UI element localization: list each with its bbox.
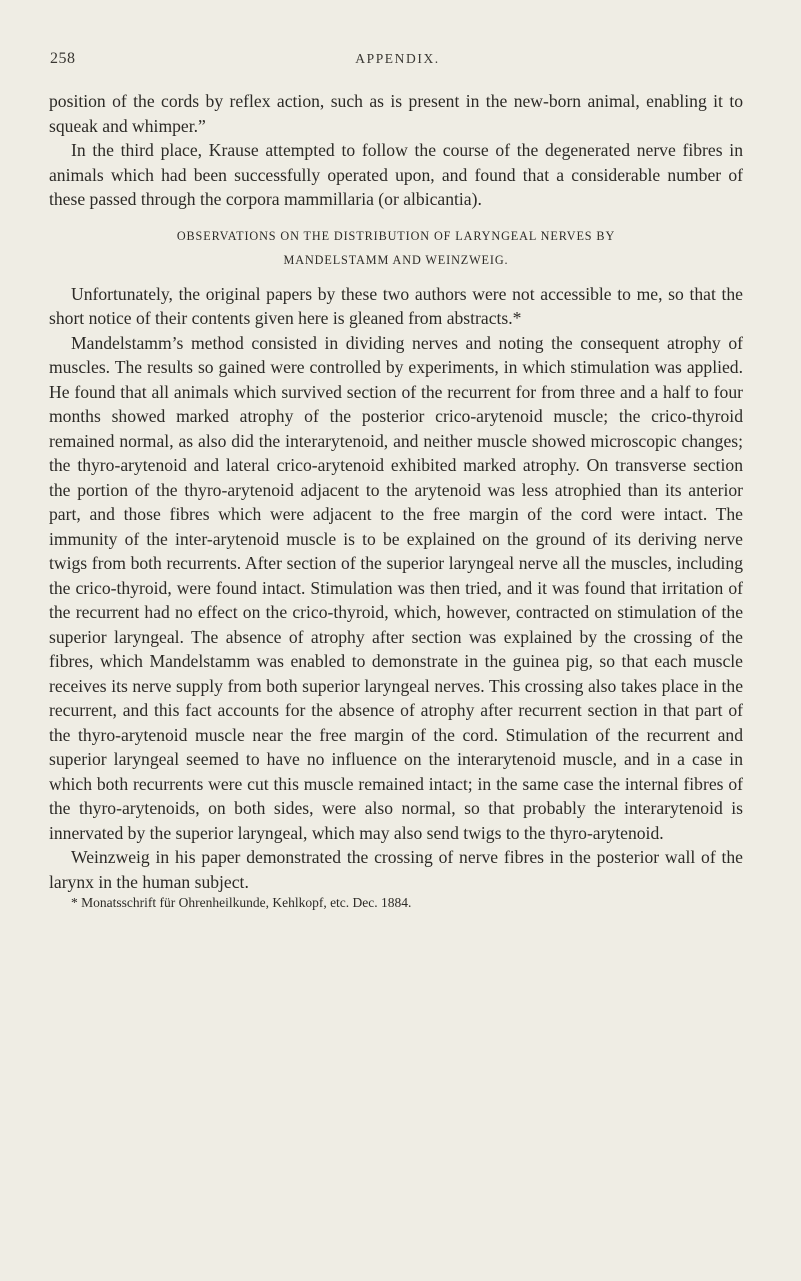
section-heading xyxy=(49,224,743,272)
footnote: * Monatsschrift für Ohrenheilkunde, Kehlkopf, etc. Dec. 1884. xyxy=(71,895,412,910)
running-head: APPENDIX. xyxy=(355,51,440,66)
paragraph-weinzweig: Weinzweig in his paper demonstrated the crossing of nerve fibres in the posterior wall of the larynx in the human subject. xyxy=(49,847,743,892)
page-number: 258 xyxy=(50,50,76,67)
section-heading-line-2: MANDELSTAMM AND WEINZWEIG. xyxy=(283,252,509,267)
paragraph-continued: position of the cords by reflex action, such as is present in the new-born animal, enabling it to squeak and whimper.” xyxy=(49,91,743,136)
section-heading-line-1: OBSERVATIONS ON THE DISTRIBUTION OF LARYNGEAL NERVES BY xyxy=(176,228,616,243)
paragraph-krause: In the third place, Krause attempted to follow the course of the degenerated nerve fibres in animals which had been successfully operated upon, and found that a considerable number of these passed through the corpora mammillaria (or albicantia). xyxy=(49,140,743,209)
page-header xyxy=(50,50,745,72)
page-body xyxy=(49,89,743,912)
paragraph-mandelstamm: Mandelstamm’s method consisted in dividing nerves and noting the consequent atrophy of muscles. The results so gained were controlled by experiments, in which stimulation was applied. He found that all animals which survived section of the recurrent for from three and a half to four months showed marked atrophy of the posterior crico-arytenoid muscle; the crico-thyroid remained normal, as also did the interarytenoid, and neither muscle showed microscopic changes; the thyro-arytenoid and lateral crico-arytenoid exhibited marked atrophy. On transverse section the portion of the thyro-arytenoid adjacent to the arytenoid was less atrophied than its anterior part, and those fibres which were adjacent to the free margin of the cord were intact. The immunity of the inter-arytenoid muscle is to be explained on the ground of its deriving nerve twigs from both recurrents. After section of the superior laryngeal nerve all the muscles, including the crico-thyroid, were found intact. Stimulation was then tried, and it was found that irritation of the recurrent had no effect on the crico-thyroid, which, however, contracted on stimulation of the superior laryngeal. The absence of atrophy after section was explained by the crossing of the fibres, which Mandelstamm was enabled to demonstrate in the guinea pig, so that each muscle receives its nerve supply from both superior laryngeal nerves. This crossing also takes place in the recurrent, and this fact accounts for the absence of atrophy after recurrent section in that part of the thyro-arytenoid muscle near the free margin of the cord. Stimulation of the recurrent and superior laryngeal seemed to have no influence on the interarytenoid muscle, and in a case in which both recurrents were cut this muscle remained intact; in the same case the internal fibres of the thyro-arytenoids, on both sides, were also normal, so that probably the interarytenoid is innervated by the superior laryngeal, which may also send twigs to the thyro-arytenoid. xyxy=(49,332,743,843)
paragraph-sources: Unfortunately, the original papers by these two authors were not accessible to me, so that the short notice of their contents given here is gleaned from abstracts.* xyxy=(49,283,743,328)
